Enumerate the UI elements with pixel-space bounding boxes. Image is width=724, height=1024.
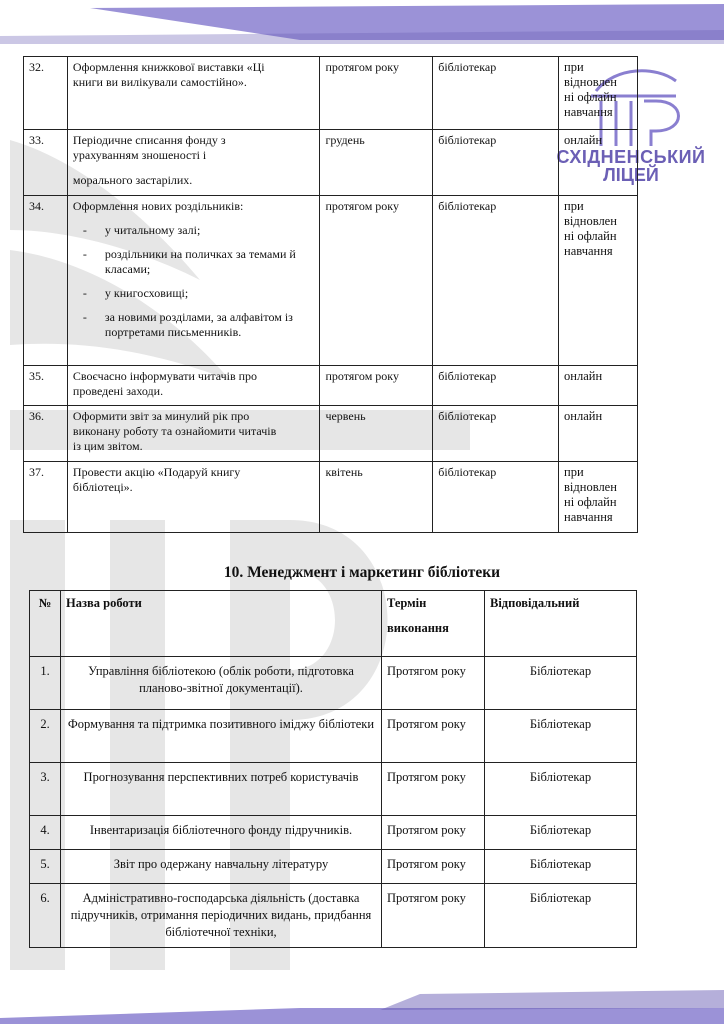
header-number: №	[30, 591, 61, 657]
row-number: 1.	[30, 657, 61, 710]
header-responsible: Відповідальний	[485, 591, 637, 657]
row-responsible: Бібліотекар	[485, 850, 637, 884]
table-row	[24, 462, 638, 533]
name-line: Оформлення нових роздільників:	[72, 199, 244, 213]
activities-table-continued	[23, 56, 638, 533]
row-number: 35.	[24, 366, 68, 406]
bottom-decorative-band	[0, 988, 724, 1024]
name-line: Оформити звіт за минулий рік про	[72, 409, 250, 423]
row-term: Протягом року	[382, 850, 485, 884]
name-line: книги ви вилікували самостійно».	[72, 75, 247, 89]
format-line: відновлен	[564, 214, 617, 228]
list-item-text: у читальному залі;	[104, 223, 201, 237]
format-line: ні офлайн	[564, 229, 617, 243]
row-responsible: бібліотекар	[433, 462, 559, 533]
row-name	[67, 57, 320, 130]
row-format	[559, 462, 638, 533]
name-line: урахуванням зношеності і	[72, 148, 207, 162]
header-term-line: Термін	[387, 596, 427, 610]
name-line: проведені заходи.	[72, 384, 164, 398]
row-number: 37.	[24, 462, 68, 533]
row-name	[67, 366, 320, 406]
row-number: 34.	[24, 196, 68, 366]
list-item-text: роздільники на поличках за темами й класами;	[104, 247, 296, 276]
logo-line1: СХІДНЕНСЬКИЙ	[556, 147, 706, 167]
format-line: ні офлайн	[564, 90, 617, 104]
row-term: квітень	[320, 462, 433, 533]
row-responsible: бібліотекар	[433, 366, 559, 406]
row-number: 36.	[24, 406, 68, 462]
list-item: - у книгосховищі;	[82, 286, 189, 300]
format-line: відновлен	[564, 75, 617, 89]
row-number: 4.	[30, 816, 61, 850]
row-number: 6.	[30, 884, 61, 948]
row-name: Прогнозування перспективних потреб користувачів	[61, 763, 382, 816]
format-line: при	[564, 60, 584, 74]
row-responsible: бібліотекар	[433, 130, 559, 196]
header-term-line: виконання	[387, 621, 449, 635]
list-item-text: у книгосховищі;	[104, 286, 189, 300]
format-line: при	[564, 199, 584, 213]
format-line: навчання	[564, 105, 613, 119]
row-name: Адміністративно-господарська діяльність (доставка підручників, отримання періодичних видань, придбання бібліотечної техніки,	[61, 884, 382, 948]
list-item-text: за новими розділами, за алфавітом із портретами письменників.	[104, 310, 293, 339]
row-responsible: Бібліотекар	[485, 816, 637, 850]
name-line: Своєчасно інформувати читачів про	[72, 369, 258, 383]
name-line: виконану роботу та ознайомити читачів	[72, 424, 277, 438]
row-responsible: Бібліотекар	[485, 763, 637, 816]
row-responsible: Бібліотекар	[485, 710, 637, 763]
format-line: онлайн	[564, 369, 603, 383]
name-line: Провести акцію «Подаруй книгу	[72, 465, 241, 479]
row-format	[559, 57, 638, 130]
row-term: грудень	[320, 130, 433, 196]
row-responsible: бібліотекар	[433, 57, 559, 130]
name-line: Періодичне списання фонду з	[72, 133, 226, 147]
row-term: Протягом року	[382, 763, 485, 816]
row-term: Протягом року	[382, 657, 485, 710]
table-row	[30, 710, 637, 763]
name-line: бібліотеці».	[72, 480, 133, 494]
list-item: - роздільники на поличках за темами й класами;	[83, 247, 315, 277]
table-row	[30, 884, 637, 948]
row-term: протягом року	[320, 57, 433, 130]
row-format	[559, 196, 638, 366]
format-line: ні офлайн	[564, 495, 617, 509]
row-term: протягом року	[320, 366, 433, 406]
table-row	[30, 850, 637, 884]
list-item: - у читальному залі;	[82, 223, 201, 237]
row-name	[67, 462, 320, 533]
table-row	[24, 366, 638, 406]
row-number: 32.	[24, 57, 68, 130]
row-number: 5.	[30, 850, 61, 884]
table-row	[24, 406, 638, 462]
name-line: із цим звітом.	[72, 439, 143, 453]
row-responsible: Бібліотекар	[485, 884, 637, 948]
table-row	[30, 816, 637, 850]
logo-line2: ЛІЦЕЙ	[603, 165, 659, 185]
table-header-row	[30, 591, 637, 657]
row-name	[67, 130, 320, 196]
list-item: - за новими розділами, за алфавітом із портретами письменників.	[83, 310, 315, 340]
row-name	[67, 196, 320, 366]
format-line: онлайн	[564, 133, 603, 147]
row-responsible: бібліотекар	[433, 406, 559, 462]
row-term: Протягом року	[382, 710, 485, 763]
row-term: червень	[320, 406, 433, 462]
row-term: протягом року	[320, 196, 433, 366]
table-row	[30, 763, 637, 816]
row-name: Формування та підтримка позитивного іміджу бібліотеки	[61, 710, 382, 763]
row-name	[67, 406, 320, 462]
row-format	[559, 130, 638, 196]
row-name: Управління бібліотекою (облік роботи, підготовка планово-звітної документації).	[61, 657, 382, 710]
row-responsible: Бібліотекар	[485, 657, 637, 710]
table-row	[24, 57, 638, 130]
table-row	[24, 196, 638, 366]
section-heading: 10. Менеджмент і маркетинг бібліотеки	[223, 564, 501, 581]
table-row	[30, 657, 637, 710]
header-name: Назва роботи	[61, 591, 382, 657]
row-number: 3.	[30, 763, 61, 816]
row-number: 2.	[30, 710, 61, 763]
row-term: Протягом року	[382, 816, 485, 850]
header-term	[382, 591, 485, 657]
format-line: навчання	[564, 244, 613, 258]
format-line: навчання	[564, 510, 613, 524]
row-responsible: бібліотекар	[433, 196, 559, 366]
name-line: морального застарілих.	[72, 173, 193, 187]
row-name: Інвентаризація бібліотечного фонду підручників.	[61, 816, 382, 850]
row-format	[559, 406, 638, 462]
row-format	[559, 366, 638, 406]
format-line: онлайн	[564, 409, 603, 423]
format-line: при	[564, 465, 584, 479]
row-number: 33.	[24, 130, 68, 196]
format-line: відновлен	[564, 480, 617, 494]
row-name: Звіт про одержану навчальну літературу	[61, 850, 382, 884]
management-table	[29, 590, 637, 948]
table-row	[24, 130, 638, 196]
row-term: Протягом року	[382, 884, 485, 948]
name-line: Оформлення книжкової виставки «Ці	[72, 60, 265, 74]
